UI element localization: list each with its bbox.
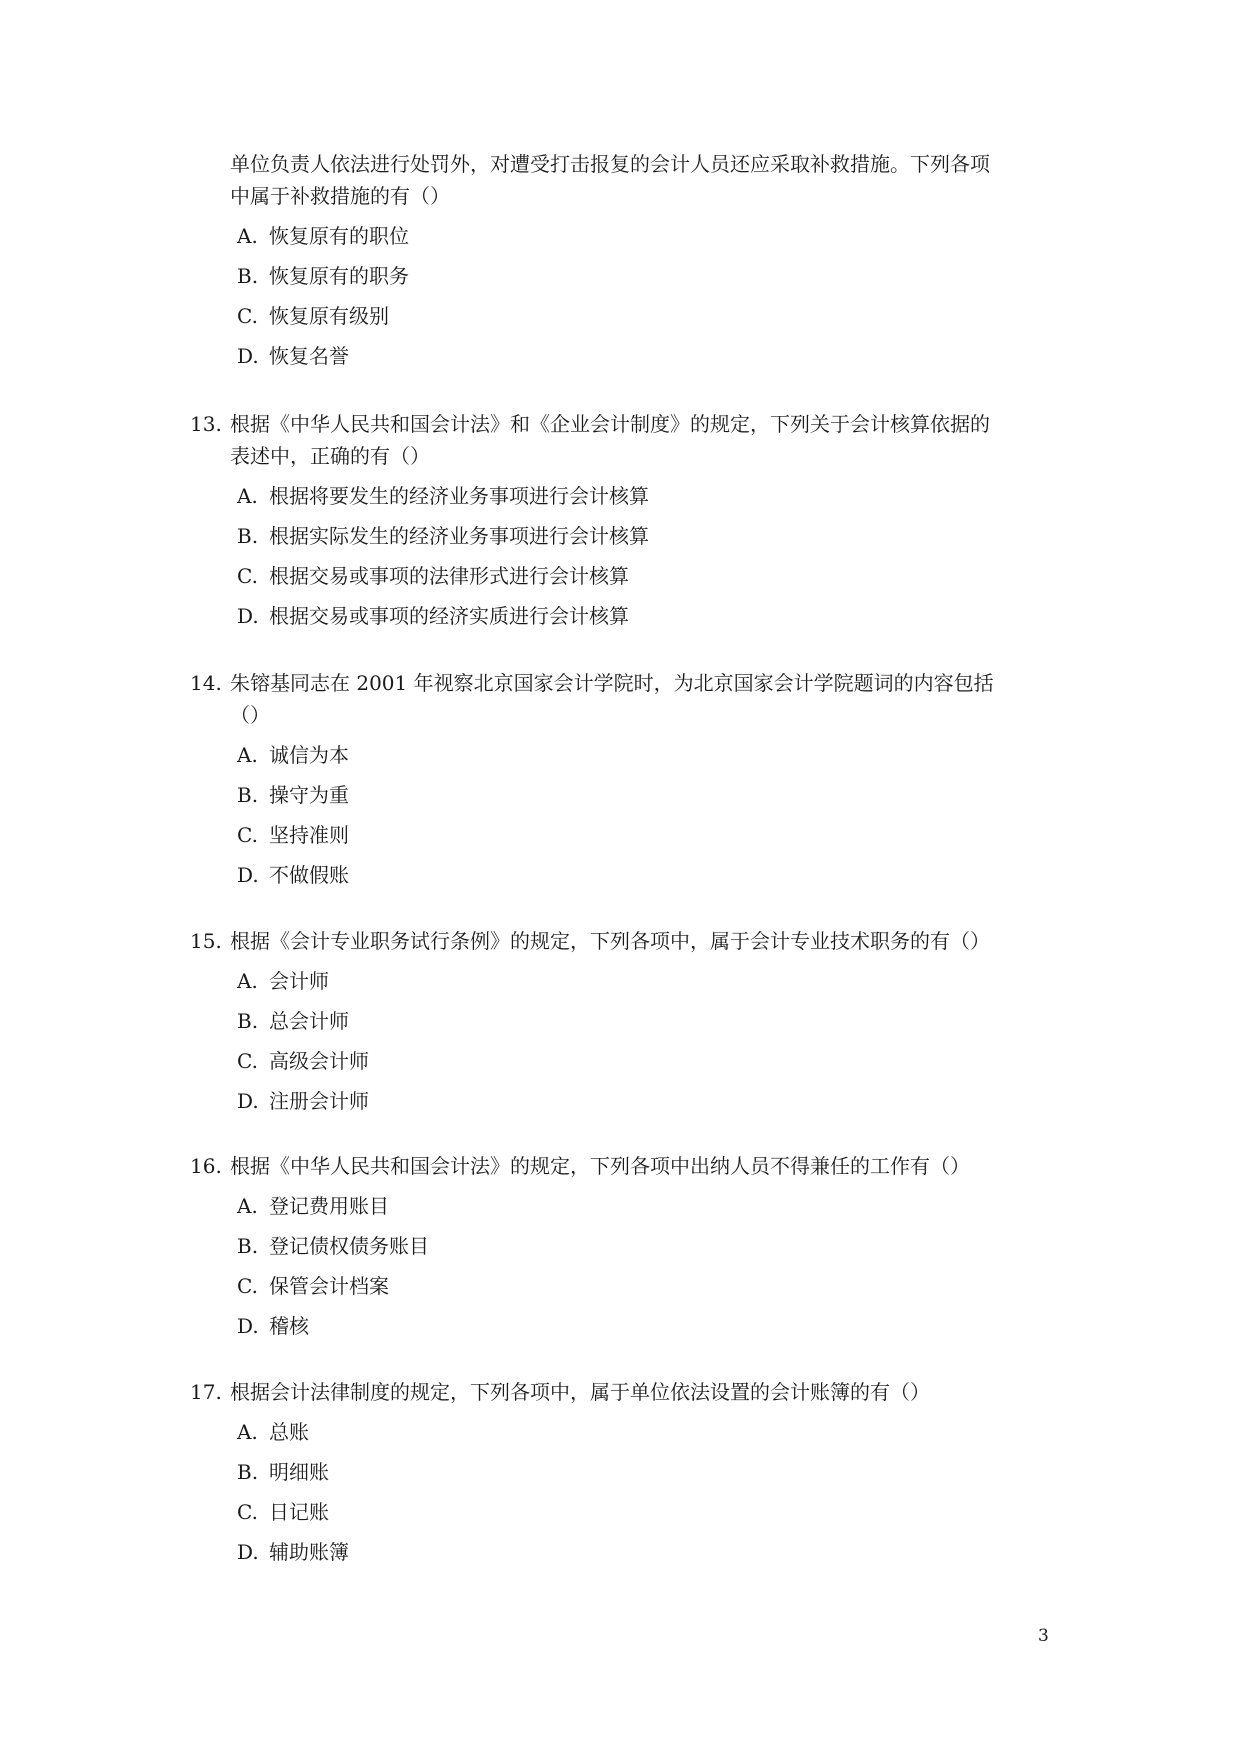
option-d <box>237 1536 349 1568</box>
option-b <box>237 1230 429 1262</box>
option-text: 辅助账簿 <box>269 1540 349 1564</box>
option-b <box>237 1456 329 1488</box>
option-letter: A. <box>237 969 258 993</box>
option-text: 总账 <box>269 1420 309 1444</box>
option-text: 恢复原有的职务 <box>269 264 409 288</box>
option-text: 登记费用账目 <box>269 1194 389 1218</box>
option-d <box>237 600 629 632</box>
option-text: 登记债权债务账目 <box>269 1234 429 1258</box>
option-a <box>237 965 329 997</box>
option-b <box>237 260 409 292</box>
option-letter: D. <box>237 344 259 368</box>
option-text: 根据将要发生的经济业务事项进行会计核算 <box>269 484 649 508</box>
option-letter: A. <box>237 1420 258 1444</box>
option-letter: C. <box>237 304 258 328</box>
option-letter: B. <box>237 1460 259 1484</box>
option-c <box>237 1496 329 1528</box>
question-text-line: 根据《中华人民共和国会计法》的规定，下列各项中出纳人员不得兼任的工作有（） <box>230 1154 970 1178</box>
question-text-line: 中属于补救措施的有（） <box>230 184 450 208</box>
option-letter: B. <box>237 1234 259 1258</box>
option-letter: C. <box>237 564 258 588</box>
question-text-line: （） <box>230 703 270 727</box>
option-text: 明细账 <box>269 1460 329 1484</box>
option-text: 操守为重 <box>269 783 349 807</box>
option-d <box>237 340 349 372</box>
option-letter: A. <box>237 224 258 248</box>
question-number: 16. <box>190 1154 222 1178</box>
option-a <box>237 1190 389 1222</box>
option-letter: B. <box>237 783 259 807</box>
option-letter: C. <box>237 1500 258 1524</box>
option-letter: A. <box>237 1194 258 1218</box>
option-d <box>237 1085 369 1117</box>
option-letter: D. <box>237 1314 259 1338</box>
option-letter: C. <box>237 823 258 847</box>
option-c <box>237 560 629 592</box>
option-letter: A. <box>237 743 258 767</box>
question-text-line: 根据《中华人民共和国会计法》和《企业会计制度》的规定，下列关于会计核算依据的 <box>230 412 990 436</box>
option-text: 高级会计师 <box>269 1049 369 1073</box>
question-text-line: 朱镕基同志在 2001 年视察北京国家会计学院时，为北京国家会计学院题词的内容包括 <box>230 671 994 695</box>
option-letter: D. <box>237 604 259 628</box>
option-a <box>237 220 409 252</box>
option-text: 保管会计档案 <box>269 1274 389 1298</box>
option-c <box>237 819 349 851</box>
option-letter: D. <box>237 863 259 887</box>
question-number: 13. <box>190 412 222 436</box>
option-letter: A. <box>237 484 258 508</box>
option-text: 诚信为本 <box>269 743 349 767</box>
option-letter: C. <box>237 1274 258 1298</box>
option-c <box>237 300 389 332</box>
question-text-line: 根据《会计专业职务试行条例》的规定，下列各项中，属于会计专业技术职务的有（） <box>230 929 990 953</box>
question-text-line: 根据会计法律制度的规定，下列各项中，属于单位依法设置的会计账簿的有（） <box>230 1380 930 1404</box>
option-d <box>237 859 349 891</box>
option-c <box>237 1270 389 1302</box>
option-c <box>237 1045 369 1077</box>
option-text: 日记账 <box>269 1500 329 1524</box>
question-text-line: 单位负责人依法进行处罚外，对遭受打击报复的会计人员还应采取补救措施。下列各项 <box>230 152 990 176</box>
option-b <box>237 1005 349 1037</box>
option-letter: B. <box>237 524 259 548</box>
option-letter: C. <box>237 1049 258 1073</box>
option-text: 根据交易或事项的法律形式进行会计核算 <box>269 564 629 588</box>
option-text: 根据实际发生的经济业务事项进行会计核算 <box>269 524 649 548</box>
question-number: 17. <box>190 1380 222 1404</box>
question-number: 14. <box>190 671 222 695</box>
option-text: 恢复原有级别 <box>269 304 389 328</box>
option-text: 恢复名誉 <box>269 344 349 368</box>
option-letter: B. <box>237 264 259 288</box>
option-letter: D. <box>237 1540 259 1564</box>
option-text: 注册会计师 <box>269 1089 369 1113</box>
option-text: 恢复原有的职位 <box>269 224 409 248</box>
option-letter: B. <box>237 1009 259 1033</box>
option-a <box>237 739 349 771</box>
option-a <box>237 1416 309 1448</box>
option-b <box>237 520 649 552</box>
option-text: 不做假账 <box>269 863 349 887</box>
option-text: 稽核 <box>269 1314 309 1338</box>
option-text: 根据交易或事项的经济实质进行会计核算 <box>269 604 629 628</box>
option-b <box>237 779 349 811</box>
option-a <box>237 480 649 512</box>
page-number: 3 <box>1038 1626 1049 1646</box>
question-text-line: 表述中，正确的有（） <box>230 444 430 468</box>
question-number: 15. <box>190 929 222 953</box>
option-text: 总会计师 <box>269 1009 349 1033</box>
option-letter: D. <box>237 1089 259 1113</box>
option-d <box>237 1310 309 1342</box>
option-text: 会计师 <box>269 969 329 993</box>
option-text: 坚持准则 <box>269 823 349 847</box>
